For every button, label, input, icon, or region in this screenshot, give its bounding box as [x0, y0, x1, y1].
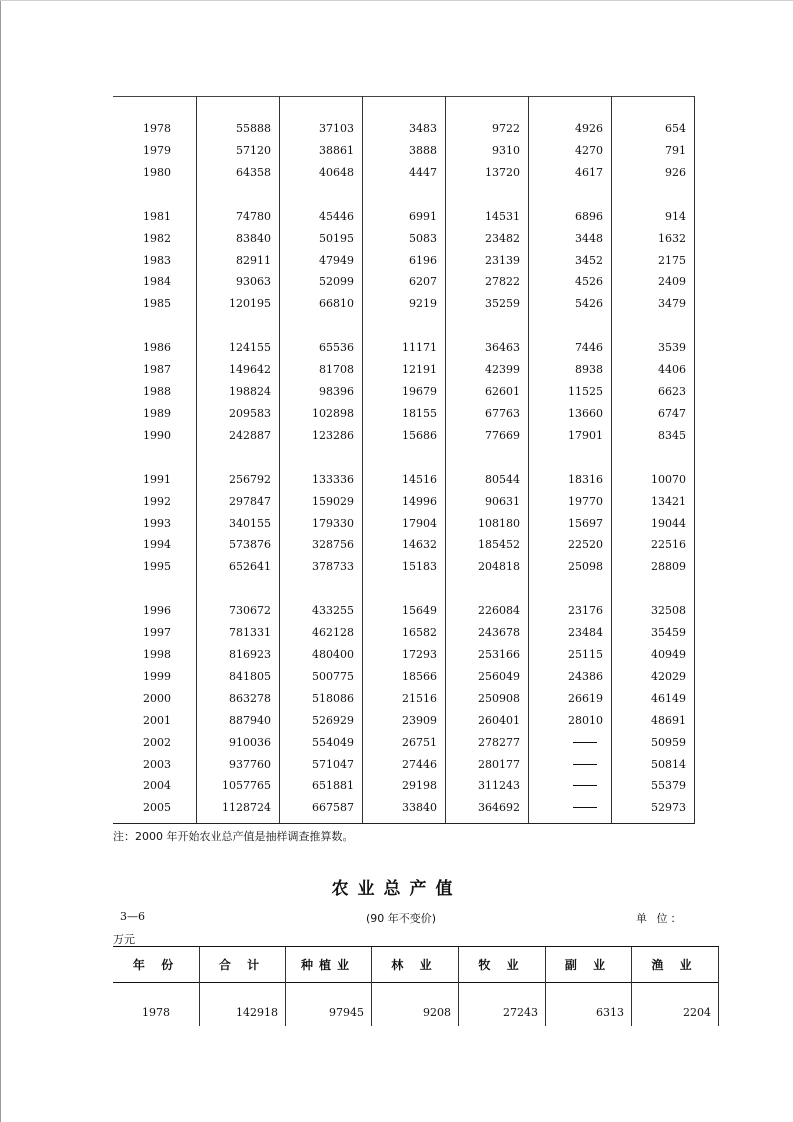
year-cell: 1982 — [143, 231, 171, 245]
value-cell: 15649 — [402, 604, 437, 618]
value-cell: 64358 — [236, 165, 271, 179]
value-cell: 226084 — [478, 604, 520, 618]
value-cell: 108180 — [478, 516, 520, 530]
value-cell: 910036 — [229, 735, 271, 749]
value-cell: 18316 — [568, 472, 603, 486]
value-cell: 9219 — [409, 297, 437, 311]
table-row — [113, 426, 695, 446]
table-row — [113, 119, 695, 139]
year-cell: 1996 — [143, 604, 171, 618]
year-cell: 2002 — [143, 735, 171, 749]
value-cell: 13421 — [651, 494, 686, 508]
table-row — [113, 711, 695, 731]
value-cell: 3483 — [409, 122, 437, 135]
value-cell: 3452 — [575, 253, 603, 267]
value-cell: 433255 — [312, 604, 354, 618]
agri-output-table-current-prices — [113, 96, 695, 824]
value-cell: 35259 — [485, 297, 520, 311]
value-cell: 6991 — [409, 209, 437, 223]
value-cell: 23176 — [568, 604, 603, 618]
value-cell: 159029 — [312, 494, 354, 508]
column-header: 渔 业 — [651, 958, 698, 972]
value-cell: 8938 — [575, 363, 603, 377]
value-cell: 22516 — [651, 538, 686, 552]
value-cell: 52099 — [319, 275, 354, 289]
value-cell: 518086 — [312, 691, 354, 705]
value-cell: 4270 — [575, 143, 603, 157]
value-cell: 67763 — [485, 406, 520, 420]
table-row — [113, 360, 695, 380]
value-cell: 573876 — [229, 538, 271, 552]
value-cell: 4447 — [409, 165, 437, 179]
value-cell: 667587 — [312, 801, 354, 815]
value-cell: 47949 — [319, 253, 354, 267]
value-cell: 42029 — [651, 669, 686, 683]
value-cell: 120195 — [229, 297, 271, 311]
value-cell: 242887 — [229, 428, 271, 442]
value-cell: 1632 — [658, 231, 686, 245]
value-cell: 29198 — [402, 779, 437, 793]
value-cell: 11171 — [402, 341, 437, 355]
value-cell: 32508 — [651, 604, 686, 618]
value-cell: 23909 — [402, 713, 437, 727]
year-cell: 2004 — [143, 779, 171, 793]
year-cell: 2003 — [143, 757, 171, 771]
table-row — [113, 645, 695, 665]
value-cell: 791 — [665, 143, 686, 157]
value-cell: 8345 — [658, 428, 686, 442]
value-cell: 9310 — [492, 143, 520, 157]
value-cell: 3448 — [575, 231, 603, 245]
value-cell: 19679 — [402, 385, 437, 398]
value-cell: 209583 — [229, 406, 271, 420]
column-header: 年 份 — [132, 958, 180, 972]
value-cell: 17901 — [568, 428, 603, 442]
value-cell: 15686 — [402, 428, 437, 442]
value-cell: 102898 — [312, 406, 354, 420]
value-cell: 243678 — [478, 626, 520, 640]
year-cell: 1993 — [143, 516, 171, 530]
value-cell: 24386 — [568, 669, 603, 683]
value-cell: 863278 — [229, 691, 271, 705]
value-cell: 18566 — [402, 669, 437, 683]
value-cell: 27822 — [485, 275, 520, 289]
table-row — [113, 294, 695, 314]
value-cell: 25115 — [568, 648, 603, 661]
year-cell: 1988 — [143, 385, 171, 398]
value-cell: 26619 — [568, 691, 603, 705]
year-cell: 1978 — [142, 1006, 170, 1019]
value-cell: 66810 — [319, 297, 354, 311]
value-cell: 142918 — [236, 1006, 278, 1019]
value-cell: 45446 — [319, 209, 354, 223]
value-cell: 14632 — [402, 538, 437, 552]
value-cell: 23139 — [485, 253, 520, 267]
value-cell: 124155 — [229, 341, 271, 355]
value-cell: 256049 — [478, 669, 520, 683]
value-cell: 13660 — [568, 406, 603, 420]
year-cell: 1986 — [143, 341, 171, 355]
value-cell: 526929 — [312, 713, 354, 727]
value-cell: 887940 — [229, 713, 271, 727]
year-cell: 2005 — [143, 801, 171, 815]
year-cell: 1998 — [143, 648, 171, 661]
value-cell: 256792 — [229, 472, 271, 486]
value-cell: 13720 — [485, 165, 520, 179]
table-row — [113, 251, 695, 271]
year-cell: 1979 — [143, 143, 171, 157]
value-cell: 2175 — [658, 253, 686, 267]
table-row — [113, 689, 695, 709]
value-cell: 7446 — [575, 341, 603, 355]
value-cell: 462128 — [312, 626, 354, 640]
value-cell: 21516 — [402, 691, 437, 705]
value-cell: 730672 — [229, 604, 271, 618]
year-cell: 2000 — [143, 691, 171, 705]
value-cell: 6747 — [658, 406, 686, 420]
value-cell: 77669 — [485, 428, 520, 442]
value-cell: 4617 — [575, 165, 603, 179]
value-cell: 40949 — [651, 648, 686, 661]
table-row — [113, 733, 695, 753]
value-cell: 816923 — [229, 648, 271, 661]
table-row — [113, 492, 695, 512]
table-row — [113, 667, 695, 687]
table-row — [113, 557, 695, 577]
no-data-dash — [573, 785, 597, 786]
value-cell: 19770 — [568, 494, 603, 508]
value-cell: 55379 — [651, 779, 686, 793]
year-cell: 1990 — [143, 428, 171, 442]
value-cell: 97945 — [329, 1006, 364, 1019]
value-cell: 82911 — [236, 253, 271, 267]
value-cell: 5083 — [409, 231, 437, 245]
value-cell: 311243 — [478, 779, 520, 793]
table-row — [113, 382, 695, 402]
value-cell: 6896 — [575, 209, 603, 223]
value-cell: 37103 — [319, 122, 354, 135]
table-footnote: 注：2000 年开始农业总产值是抽样调查推算数。 — [113, 830, 354, 843]
table-row — [113, 470, 695, 490]
value-cell: 50959 — [651, 735, 686, 749]
value-cell: 23482 — [485, 231, 520, 245]
value-cell: 81708 — [319, 363, 354, 377]
value-cell: 17293 — [402, 648, 437, 661]
year-cell: 2001 — [143, 713, 171, 727]
year-cell: 1983 — [143, 253, 171, 267]
value-cell: 123286 — [312, 428, 354, 442]
value-cell: 14531 — [485, 209, 520, 223]
value-cell: 65536 — [319, 341, 354, 355]
value-cell: 378733 — [312, 560, 354, 574]
table-row — [113, 338, 695, 358]
table-row — [113, 163, 695, 183]
value-cell: 9208 — [423, 1006, 451, 1019]
table-row — [113, 272, 695, 292]
table-row — [113, 141, 695, 161]
value-cell: 914 — [665, 209, 686, 223]
value-cell: 93063 — [236, 275, 271, 289]
value-cell: 179330 — [312, 516, 354, 530]
year-cell: 1984 — [143, 275, 171, 289]
column-header: 副 业 — [564, 958, 612, 972]
value-cell: 6313 — [596, 1006, 624, 1019]
value-cell: 80544 — [485, 472, 520, 486]
value-cell: 500775 — [312, 669, 354, 683]
value-cell: 57120 — [236, 143, 271, 157]
value-cell: 250908 — [478, 691, 520, 705]
value-cell: 260401 — [478, 713, 520, 727]
value-cell: 18155 — [402, 406, 437, 420]
value-cell: 74780 — [236, 209, 271, 223]
value-cell: 25098 — [568, 560, 603, 574]
value-cell: 328756 — [312, 538, 354, 552]
no-data-dash — [573, 764, 597, 765]
value-cell: 42399 — [485, 363, 520, 377]
value-cell: 2409 — [658, 275, 686, 289]
value-cell: 204818 — [478, 560, 520, 574]
value-cell: 14516 — [402, 472, 437, 486]
value-cell: 19044 — [651, 516, 686, 530]
value-cell: 571047 — [312, 757, 354, 771]
value-cell: 297847 — [229, 494, 271, 508]
value-cell: 4926 — [575, 122, 603, 135]
value-cell: 33840 — [402, 801, 437, 815]
value-cell: 28809 — [651, 560, 686, 574]
value-cell: 48691 — [651, 713, 686, 727]
value-cell: 185452 — [478, 538, 520, 552]
price-basis: (90 年不变价) — [366, 912, 437, 925]
value-cell: 11525 — [568, 385, 603, 398]
year-cell: 1989 — [143, 406, 171, 420]
table-row — [113, 207, 695, 227]
table-row — [113, 404, 695, 424]
value-cell: 83840 — [236, 231, 271, 245]
value-cell: 10070 — [651, 472, 686, 486]
value-cell: 554049 — [312, 735, 354, 749]
column-divider — [718, 947, 719, 1026]
unit-label: 单 位： — [636, 912, 685, 925]
value-cell: 23484 — [568, 626, 603, 640]
value-cell: 22520 — [568, 538, 603, 552]
value-cell: 3479 — [658, 297, 686, 311]
year-cell: 1981 — [143, 209, 171, 223]
value-cell: 149642 — [229, 363, 271, 377]
value-cell: 3539 — [658, 341, 686, 355]
table-row — [113, 229, 695, 249]
value-cell: 17904 — [402, 516, 437, 530]
table-row — [113, 535, 695, 555]
value-cell: 364692 — [478, 801, 520, 815]
year-cell: 1995 — [143, 560, 171, 574]
table-row — [113, 776, 695, 796]
value-cell: 40648 — [319, 165, 354, 179]
value-cell: 926 — [665, 165, 686, 179]
column-header: 合 计 — [218, 958, 266, 972]
table-code: 3—6 — [120, 910, 145, 923]
value-cell: 340155 — [229, 516, 271, 530]
column-header: 种植业 — [300, 958, 355, 972]
value-cell: 198824 — [229, 385, 271, 398]
value-cell: 52973 — [651, 801, 686, 815]
value-cell: 1057765 — [222, 779, 271, 793]
value-cell: 35459 — [651, 626, 686, 640]
value-cell: 28010 — [568, 713, 603, 727]
table-row — [113, 623, 695, 643]
value-cell: 14996 — [402, 494, 437, 508]
value-cell: 1128724 — [222, 801, 271, 815]
value-cell: 90631 — [485, 494, 520, 508]
table-row — [113, 798, 695, 818]
value-cell: 27243 — [503, 1006, 538, 1019]
year-cell: 1980 — [143, 165, 171, 179]
value-cell: 98396 — [319, 385, 354, 398]
value-cell: 55888 — [236, 122, 271, 135]
table-row — [113, 755, 695, 775]
table-row — [113, 601, 695, 621]
value-cell: 36463 — [485, 341, 520, 355]
table-top-rule — [113, 96, 695, 97]
value-cell: 50814 — [651, 757, 686, 771]
value-cell: 4406 — [658, 363, 686, 377]
value-cell: 2204 — [683, 1006, 711, 1019]
value-cell: 781331 — [229, 626, 271, 640]
value-cell: 62601 — [485, 385, 520, 398]
year-cell: 1991 — [143, 472, 171, 486]
year-cell: 1985 — [143, 297, 171, 311]
value-cell: 4526 — [575, 275, 603, 289]
value-cell: 278277 — [478, 735, 520, 749]
value-cell: 5426 — [575, 297, 603, 311]
value-cell: 15697 — [568, 516, 603, 530]
year-cell: 1978 — [143, 122, 171, 135]
year-cell: 1994 — [143, 538, 171, 552]
value-cell: 50195 — [319, 231, 354, 245]
value-cell: 6196 — [409, 253, 437, 267]
value-cell: 38861 — [319, 143, 354, 157]
table-row — [113, 514, 695, 534]
column-header: 牧 业 — [478, 958, 525, 972]
value-cell: 46149 — [651, 691, 686, 705]
value-cell: 841805 — [229, 669, 271, 683]
table-bottom-rule — [113, 823, 695, 824]
no-data-dash — [573, 742, 597, 743]
value-cell: 253166 — [478, 648, 520, 661]
value-cell: 652641 — [229, 560, 271, 574]
section-title: 农业总产值 — [331, 879, 462, 899]
value-cell: 15183 — [402, 560, 437, 574]
year-cell: 1997 — [143, 626, 171, 640]
value-cell: 3888 — [409, 143, 437, 157]
year-cell: 1987 — [143, 363, 171, 377]
value-cell: 133336 — [312, 472, 354, 486]
value-cell: 16582 — [402, 626, 437, 640]
year-cell: 1992 — [143, 494, 171, 508]
column-header: 林 业 — [391, 958, 438, 972]
year-cell: 1999 — [143, 669, 171, 683]
value-cell: 654 — [665, 122, 686, 135]
value-cell: 6623 — [658, 385, 686, 398]
value-cell: 280177 — [478, 757, 520, 771]
unit-value: 万元 — [113, 933, 135, 946]
value-cell: 12191 — [402, 363, 437, 377]
value-cell: 9722 — [492, 122, 520, 135]
value-cell: 27446 — [402, 757, 437, 771]
value-cell: 26751 — [402, 735, 437, 749]
agri-output-table-constant-prices — [113, 946, 719, 1026]
value-cell: 651881 — [312, 779, 354, 793]
no-data-dash — [573, 807, 597, 808]
value-cell: 937760 — [229, 757, 271, 771]
value-cell: 6207 — [409, 275, 437, 289]
value-cell: 480400 — [312, 648, 354, 661]
